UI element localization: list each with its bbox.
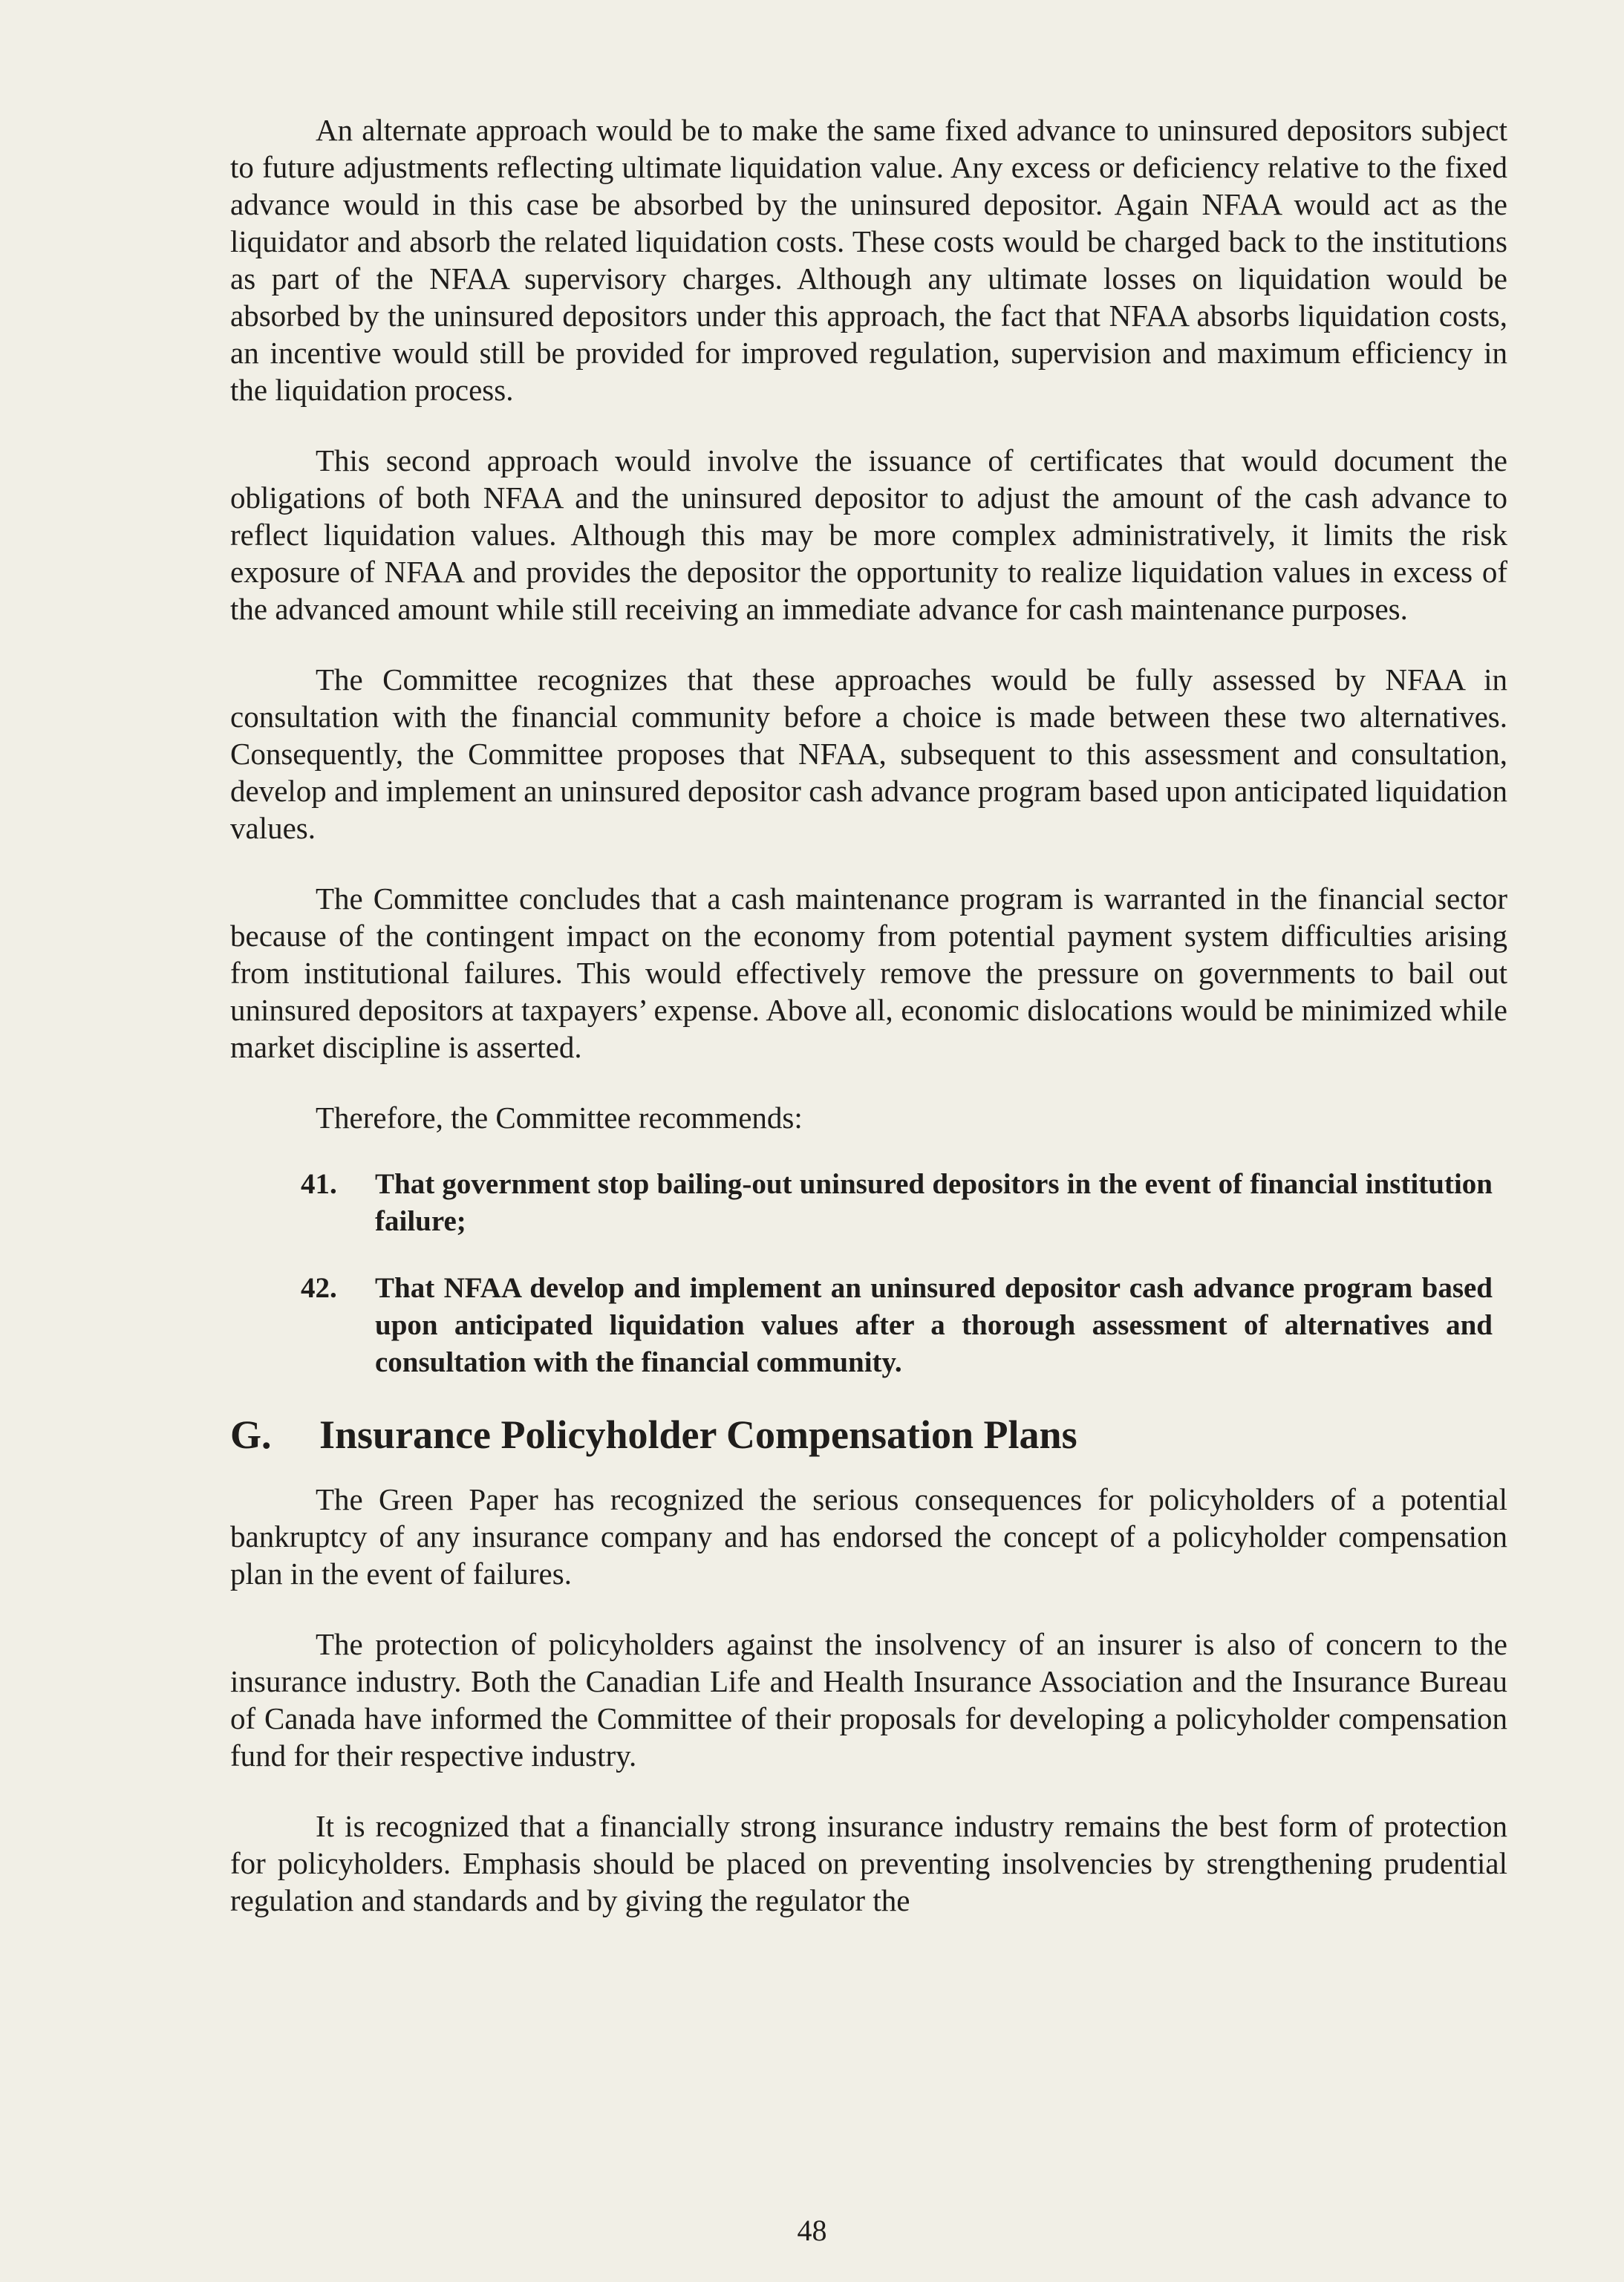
recommendation-text: That government stop bailing-out uninsured depositors in the event of financial institution failure; [375, 1168, 1493, 1237]
recommendation-41 [230, 1166, 1507, 1240]
page-number: 48 [797, 2214, 827, 2247]
paragraph-financially-strong: It is recognized that a financially strong insurance industry remains the best form of protection for policyholders. Emphasis should be placed on preventing insolvencies by strengthening prudential regulation and standards and by giving the regulator the [230, 1809, 1507, 1917]
paragraph-second-approach: This second approach would involve the issuance of certificates that would document the obligations of both NFAA and the uninsured depositor to adjust the amount of the cash advance to reflect liquidation values. Although this may be more complex administratively, it limits the risk exposure of NFAA and provides the depositor the opportunity to realize liquidation values in excess of the advanced amount while still receiving an immediate advance for cash maintenance purposes. [230, 443, 1507, 626]
paragraph-alternate-approach: An alternate approach would be to make the same fixed advance to uninsured depositors subject to future adjustments reflecting ultimate liquidation value. Any excess or deficiency relative to the fixed advance would in this case be absorbed by the uninsured depositor. Again NFAA would act as the liquidator and absorb the related liquidation costs. These costs would be charged back to the institutions as part of the NFAA supervisory charges. Although any ultimate losses on liquidation would be absorbed by the uninsured depositors under this approach, the fact that NFAA absorbs liquidation costs, an incentive would still be provided for improved regulation, supervision and maximum efficiency in the liquidation process. [230, 113, 1507, 407]
paragraph-committee-recognizes: The Committee recognizes that these approaches would be fully assessed by NFAA in consultation with the financial community before a choice is made between these two alternatives. Consequently, the Committee proposes that NFAA, subsequent to this assessment and consultation, develop and implement an uninsured depositor cash advance program based upon anticipated liquidation values. [230, 662, 1507, 845]
section-title: Insurance Policyholder Compensation Plans [319, 1412, 1077, 1457]
document-page [230, 111, 1507, 1952]
recommendation-42 [230, 1270, 1507, 1381]
recommendations-lead: Therefore, the Committee recommends: [316, 1101, 803, 1135]
paragraph-committee-concludes: The Committee concludes that a cash maintenance program is warranted in the financial sector because of the contingent impact on the economy from potential payment system difficulties arising from institutional failures. This would effectively remove the pressure on governments to bail out uninsured depositors at taxpayers’ expense. Above all, economic dislocations would be minimized while market discipline is asserted. [230, 881, 1507, 1064]
paragraph-green-paper: The Green Paper has recognized the serious consequences for policyholders of a potential bankruptcy of any insurance company and has endorsed the concept of a policyholder compensation plan in the event of failures. [230, 1482, 1507, 1591]
recommendation-number: 42. [301, 1272, 337, 1304]
recommendation-number: 41. [301, 1168, 337, 1200]
paragraph-protection-of-policyholders: The protection of policyholders against the insolvency of an insurer is also of concern to the insurance industry. Both the Canadian Life and Health Insurance Association and the Insurance Bureau of Canada have informed the Committee of their proposals for developing a policyholder compensation fund for their respective industry. [230, 1627, 1507, 1773]
section-heading [230, 1411, 1507, 1458]
section-letter: G. [230, 1412, 272, 1457]
recommendation-text: That NFAA develop and implement an uninsured depositor cash advance program based upon anticipated liquidation values after a thorough assessment of alternatives and consultation with the financial community. [375, 1272, 1493, 1378]
